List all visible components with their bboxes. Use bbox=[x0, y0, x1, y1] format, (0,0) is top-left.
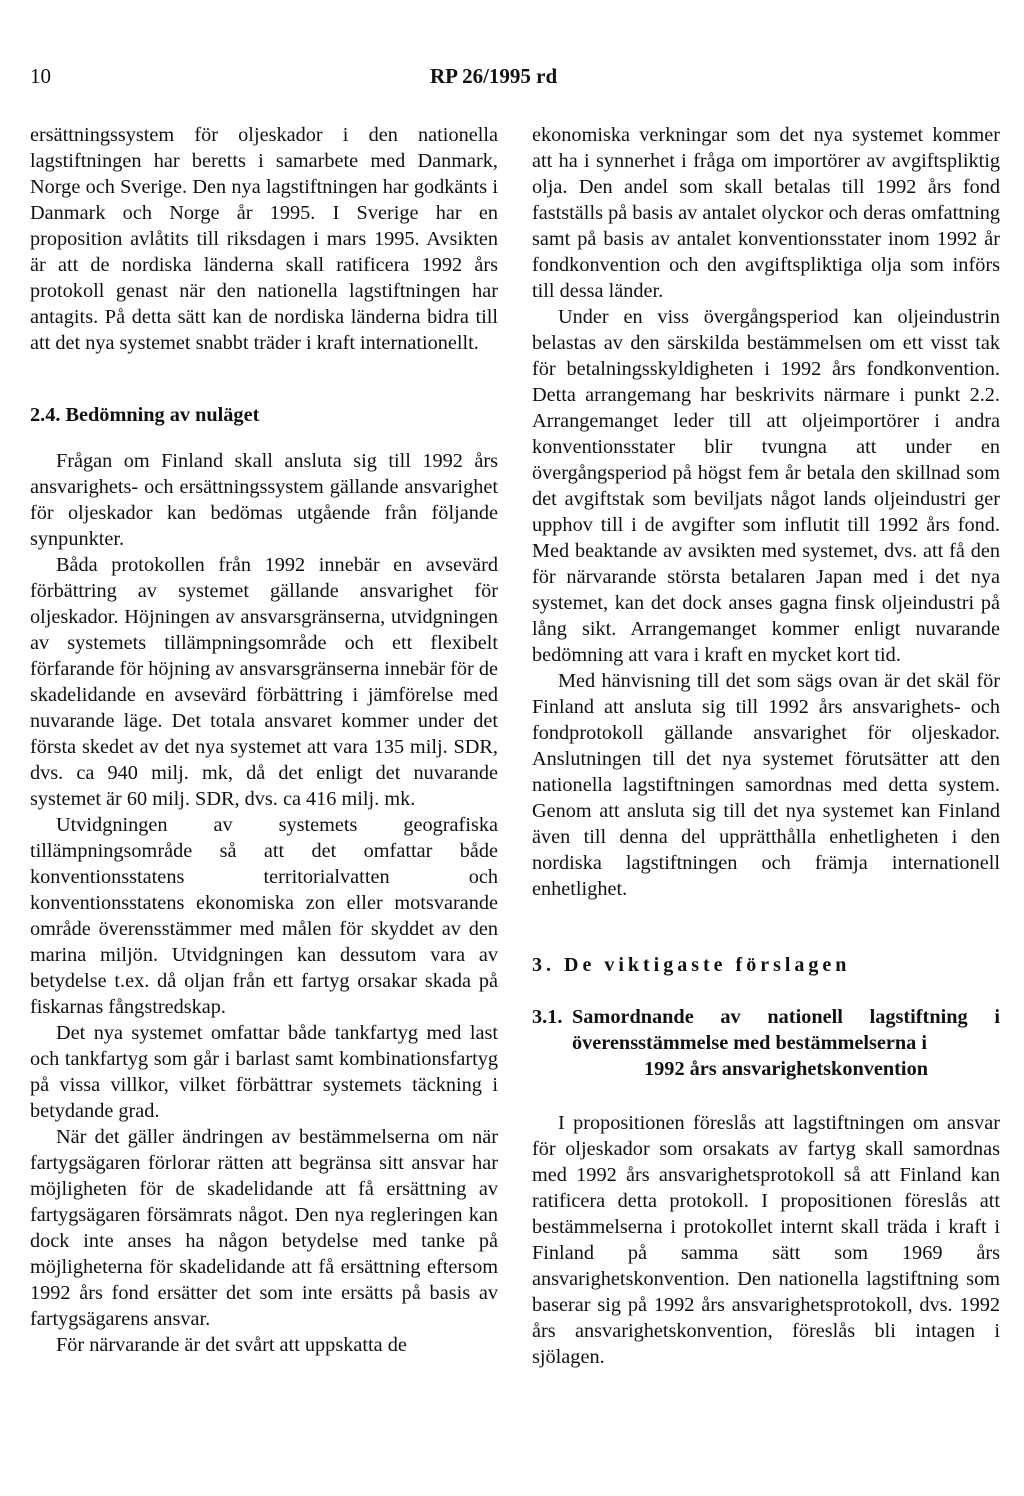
paragraph: Under en viss övergångsperiod kan oljeindustrin belastas av den särskilda bestämmelsen om ett visst tak för betalningsskyldigheten i 1992 års fondkonvention. Detta arrangemang har beskrivits närmare i punkt 2.2. Arrangemanget leder till att oljeimportörer i andra konventionsstater blir tvungna att under en övergångsperiod på högst fem år betala den skillnad som det avgiftstak som beviljats något lands oljeindustri ger upphov till i de avgifter som influtit till 1992 års fond. Med beaktande av avsikten med systemet, dvs. att få den för närvarande största betalaren Japan med i det nya systemet, kan det dock anses gagna finsk oljeindustri på lång sikt. Arrangemanget kommer enligt nuvarande bedömning att vara i kraft en mycket kort tid. bbox=[532, 306, 1000, 666]
paragraph: ekonomiska verkningar som det nya systemet kommer att ha i synnerhet i fråga om importörer av avgiftspliktig olja. Den andel som skall betalas till 1992 års fond fastställs på basis av antalet olyckor och deras omfattning samt på basis av antalet konventionsstater inom 1992 år fondkonvention och den avgiftspliktiga olja som införs till dessa länder. bbox=[532, 124, 1000, 302]
paragraph: Det nya systemet omfattar både tankfartyg med last och tankfartyg som går i barlast samt kombinationsfartyg på vissa villkor, vilket förbättrar systemets täckning i betydande grad. bbox=[30, 1022, 498, 1122]
paragraph: Frågan om Finland skall ansluta sig till 1992 års ansvarighets- och ersättningssystem gällande ansvarighet för oljeskador kan bedömas utgående från följande synpunkter. bbox=[30, 450, 498, 550]
paragraph: För närvarande är det svårt att uppskatta de bbox=[56, 1334, 407, 1356]
subsection-title bbox=[572, 1004, 1000, 1082]
chapter-heading bbox=[532, 952, 1000, 978]
subsection-title-line: Samordnande av nationell lagstiftning i överensstämmelse med bestämmelserna i bbox=[572, 1006, 1000, 1054]
paragraph: Med hänvisning till det som sägs ovan är det skäl för Finland att ansluta sig till 1992 års ansvarighets- och fondprotokoll gällande ansvarighet för oljeskador. Anslutningen till det nya systemet förutsätter att den nationella lagstiftningen samordnas med detta system. Genom att ansluta sig till det nya systemet kan Finland även till denna del upprätthålla enhetligheten i den nordiska lagstiftningen och främja internationell enhetlighet. bbox=[532, 670, 1000, 900]
paragraph: När det gäller ändringen av bestämmelserna om när fartygsägaren förlorar rätten att begränsa sitt ansvar har möjligheten för de skadelidande att få ersättning av fartygsägaren försämrats något. Den nya regleringen kan dock inte anses ha någon betydelse med tanke på möjligheterna för skadelidande att få ersättning eftersom 1992 års fond ersätter det som inte ersätts på basis av fartygsägarens ansvar. bbox=[30, 1126, 498, 1330]
paragraph: ersättningssystem för oljeskador i den nationella lagstiftningen har beretts i samarbete med Danmark, Norge och Sverige. Den nya lagstiftningen har godkänts i Danmark och Norge år 1995. I Sverige har en proposition avlåtits till riksdagen i mars 1995. Avsikten är att de nordiska länderna skall ratificera 1992 års protokoll genast när den nationella lagstiftningen har antagits. På detta sätt kan de nordiska länderna bidra till att det nya systemet snabbt träder i kraft internationellt. bbox=[30, 124, 498, 354]
left-column bbox=[30, 122, 498, 1358]
running-title: RP 26/1995 rd bbox=[430, 64, 558, 88]
paragraph: Utvidgningen av systemets geografiska tillämpningsområde så att det omfattar både konventionsstatens territorialvatten och konventionsstatens ekonomiska zon eller motsvarande område överensstämmer med målen för skyddet av den marina miljön. Utvidgningen kan dessutom vara av betydelse t.ex. då oljan från ett fartyg orsakar skada på fiskarnas fångstredskap. bbox=[30, 814, 498, 1018]
subsection-number: 3.1. bbox=[532, 1006, 563, 1028]
page-number: 10 bbox=[30, 64, 51, 88]
chapter-heading-text: 3. De viktigaste förslagen bbox=[532, 954, 851, 976]
paragraph: I propositionen föreslås att lagstiftningen om ansvar för oljeskador som orsakats av fartyg skall samordnas med 1992 års ansvarighetsprotokoll så att Finland kan ratificera detta protokoll. I propositionen föreslås att bestämmelserna i protokollet internt skall träda i kraft i Finland på samma sätt som 1969 års ansvarighetskonvention. Den nationella lagstiftning som baserar sig på 1992 års ansvarighetsprotokoll, dvs. 1992 års ansvarighetskonvention, föreslås bli intagen i sjölagen. bbox=[532, 1112, 1000, 1368]
subsection-heading-3-1 bbox=[532, 1004, 1000, 1082]
right-column bbox=[532, 122, 1000, 1370]
subsection-title-line: 1992 års ansvarighetskonvention bbox=[644, 1058, 928, 1080]
paragraph: Båda protokollen från 1992 innebär en avsevärd förbättring av systemet gällande ansvarighet för oljeskador. Höjningen av ansvarsgränserna, utvidgningen av systemets tillämpningsområde och ett flexibelt förfarande för höjning av ansvarsgränserna innebär för de skadelidande en avsevärd förbättring i jämförelse med nuvarande läge. Det totala ansvaret kommer under det första skedet av det nya systemet att vara 135 milj. SDR, dvs. ca 940 milj. mk, då det enligt det nuvarande systemet är 60 milj. SDR, dvs. ca 416 milj. mk. bbox=[30, 554, 498, 810]
section-heading-2-4: 2.4. Bedömning av nuläget bbox=[30, 404, 260, 426]
